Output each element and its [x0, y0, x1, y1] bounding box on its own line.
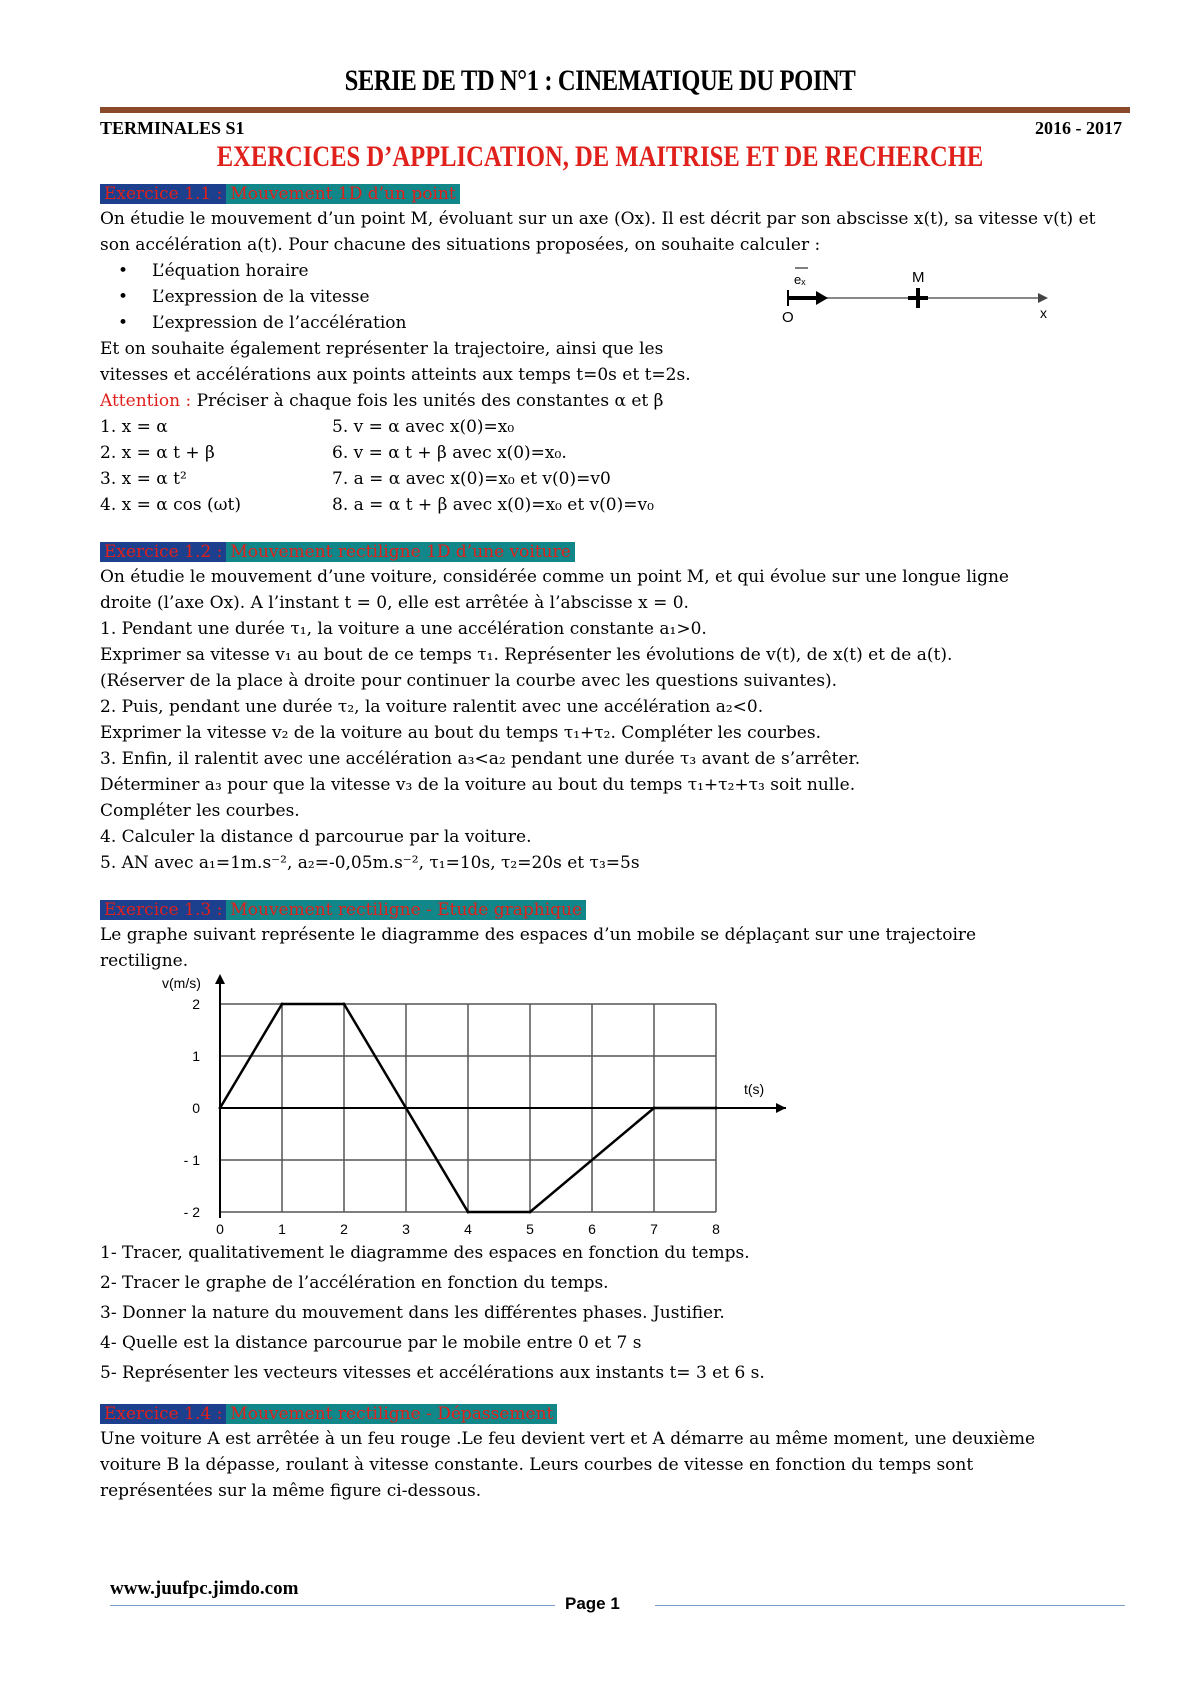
exercise-1-4-heading [100, 1402, 1130, 1426]
exercise-title: Mouvement rectiligne 1D d’une voiture [226, 542, 575, 562]
content [100, 182, 1130, 1504]
x-tick-label: 0 [216, 1221, 224, 1237]
exercise-line: rectiligne. [100, 951, 189, 971]
x-axis-label: t(s) [744, 1081, 765, 1097]
case-item: 8. a = α t + β avec x(0)=x₀ et v(0)=v₀ [332, 495, 654, 515]
data-point [653, 1107, 656, 1110]
question-line: 2- Tracer le graphe de l’accélération en fonction du temps. [100, 1273, 609, 1293]
case-item: 3. x = α t² [100, 469, 187, 489]
attention-note [100, 388, 1130, 414]
question-line: 4- Quelle est la distance parcourue par le mobile entre 0 et 7 s [100, 1333, 642, 1353]
data-point [343, 1003, 346, 1006]
year-label: 2016 - 2017 [1035, 118, 1122, 138]
x-axis-arrow [776, 1103, 786, 1113]
data-point [219, 1107, 222, 1110]
point-label: M [912, 269, 925, 286]
exercise-line: Une voiture A est arrêtée à un feu rouge .Le feu devient vert et A démarre au même moment, une deuxième [100, 1429, 1035, 1449]
velocity-chart [160, 974, 860, 1238]
exercise-title: Mouvement rectiligne - Dépassement [226, 1404, 557, 1424]
y-tick-label: 1 [192, 1048, 200, 1064]
attention-text: Préciser à chaque fois les unités des constantes α et β [191, 391, 664, 411]
page-number: Page 1 [565, 1594, 620, 1613]
case-item: 4. x = α cos (ωt) [100, 495, 241, 515]
exercise-line: Déterminer a₃ pour que la vitesse v₃ de la voiture au bout du temps τ₁+τ₂+τ₃ soit nulle. [100, 775, 856, 795]
data-point [467, 1211, 470, 1214]
exercise-line: Exprimer la vitesse v₂ de la voiture au bout du temps τ₁+τ₂. Compléter les courbes. [100, 723, 821, 743]
x-tick-label: 2 [340, 1221, 348, 1237]
exercise-line: droite (l’axe Ox). A l’instant t = 0, elle est arrêtée à l’abscisse x = 0. [100, 593, 689, 613]
cases-grid [100, 414, 1130, 518]
data-point [281, 1003, 284, 1006]
x-tick-label: 7 [650, 1221, 658, 1237]
exercise-1-2-heading [100, 540, 1130, 564]
x-tick-label: 6 [588, 1221, 596, 1237]
exercise-line: On étudie le mouvement d’une voiture, considérée comme un point M, et qui évolue sur une longue ligne [100, 567, 1009, 587]
exercise-line: Exprimer sa vitesse v₁ au bout de ce temps τ₁. Représenter les évolutions de v(t), de x(t) et de a(t). [100, 645, 953, 665]
y-tick-label: 2 [192, 996, 200, 1012]
exercise-line: Le graphe suivant représente le diagramme des espaces d’un mobile se déplaçant sur une trajectoire [100, 925, 977, 945]
axis-diagram [768, 254, 1058, 334]
x-tick-label: 4 [464, 1221, 472, 1237]
footer-line-right [655, 1605, 1125, 1606]
x-tick-label: 5 [526, 1221, 534, 1237]
axis-label: x [1040, 305, 1047, 321]
question-line: 1- Tracer, qualitativement le diagramme des espaces en fonction du temps. [100, 1243, 750, 1263]
x-tick-label: 3 [402, 1221, 410, 1237]
exercise-line: 2. Puis, pendant une durée τ₂, la voiture ralentit avec une accélération a₂<0. [100, 697, 764, 717]
data-point [529, 1211, 532, 1214]
case-item: 7. a = α avec x(0)=x₀ et v(0)=v0 [332, 469, 611, 489]
exercise-number: Exercice 1.3 : [100, 900, 226, 920]
class-label: TERMINALES S1 [100, 118, 245, 138]
footer-line-left [110, 1605, 555, 1606]
unit-vector-arrow [816, 291, 828, 305]
header-rule [100, 107, 1130, 113]
y-axis-arrow [215, 974, 225, 984]
case-item: 2. x = α t + β [100, 443, 215, 463]
exercise-line: (Réserver de la place à droite pour continuer la courbe avec les questions suivantes). [100, 671, 838, 691]
data-point [405, 1107, 408, 1110]
vector-label: eₓ [794, 272, 806, 287]
question-line: 3- Donner la nature du mouvement dans les différentes phases. Justifier. [100, 1303, 725, 1323]
footer-url: www.juufpc.jimdo.com [110, 1578, 299, 1599]
x-tick-label: 1 [278, 1221, 286, 1237]
exercise-number: Exercice 1.1 : [100, 184, 226, 204]
exercise-number: Exercice 1.2 : [100, 542, 226, 562]
x-axis-arrow [1038, 293, 1048, 303]
exercise-1-1-heading [100, 182, 1130, 206]
exercise-line: 4. Calculer la distance d parcourue par la voiture. [100, 827, 532, 847]
y-tick-label: - 2 [183, 1204, 200, 1220]
case-item: 1. x = α [100, 417, 168, 437]
exercise-1-3-heading [100, 898, 1130, 922]
y-tick-label: 0 [192, 1100, 200, 1116]
x-tick-label: 8 [712, 1221, 720, 1237]
exercise-title: Mouvement 1D d’un point [226, 184, 459, 204]
exercise-title: Mouvement rectiligne - Etude graphique [226, 900, 586, 920]
question-line: 5- Représenter les vecteurs vitesses et accélérations aux instants t= 3 et 6 s. [100, 1363, 765, 1383]
exercise-line: 1. Pendant une durée τ₁, la voiture a une accélération constante a₁>0. [100, 619, 707, 639]
exercise-line: Compléter les courbes. [100, 801, 300, 821]
case-item: 6. v = α t + β avec x(0)=x₀. [332, 443, 567, 463]
exercise-line: représentées sur la même figure ci-dessous. [100, 1481, 482, 1501]
document-title: SERIE DE TD N°1 : CINEMATIQUE DU POINT [344, 64, 856, 97]
exercise-1-1-text: vitesses et accélérations aux points atteints aux temps t=0s et t=2s. [100, 365, 691, 385]
data-point [715, 1107, 718, 1110]
exercise-1-1-text: Et on souhaite également représenter la trajectoire, ainsi que les [100, 339, 664, 359]
list-item: • L’expression de la vitesse [152, 284, 1130, 310]
exercise-line: 5. AN avec a₁=1m.s⁻², a₂=-0,05m.s⁻², τ₁=10s, τ₂=20s et τ₃=5s [100, 853, 640, 873]
attention-label: Attention : [100, 391, 192, 411]
origin-label: O [782, 309, 794, 326]
list-item: • L’équation horaire [152, 258, 1130, 284]
exercise-number: Exercice 1.4 : [100, 1404, 226, 1424]
list-item: • L’expression de l’accélération [152, 310, 1130, 336]
case-item: 5. v = α avec x(0)=x₀ [332, 417, 515, 437]
document-subtitle: EXERCICES D’APPLICATION, DE MAITRISE ET DE RECHERCHE [216, 140, 984, 173]
exercise-line: 3. Enfin, il ralentit avec une accélération a₃<a₂ pendant une durée τ₃ avant de s’arrêter. [100, 749, 861, 769]
y-axis-label: v(m/s) [162, 975, 201, 991]
exercise-line: voiture B la dépasse, roulant à vitesse constante. Leurs courbes de vitesse en fonction du temps sont [100, 1455, 974, 1475]
y-tick-label: - 1 [183, 1152, 200, 1168]
exercise-1-1-intro: On étudie le mouvement d’un point M, évoluant sur un axe (Ox). Il est décrit par son abscisse x(t), sa vitesse v(t) et son accélération a(t). Pour chacune des situations proposées, on souhaite calculer : [100, 209, 1096, 255]
